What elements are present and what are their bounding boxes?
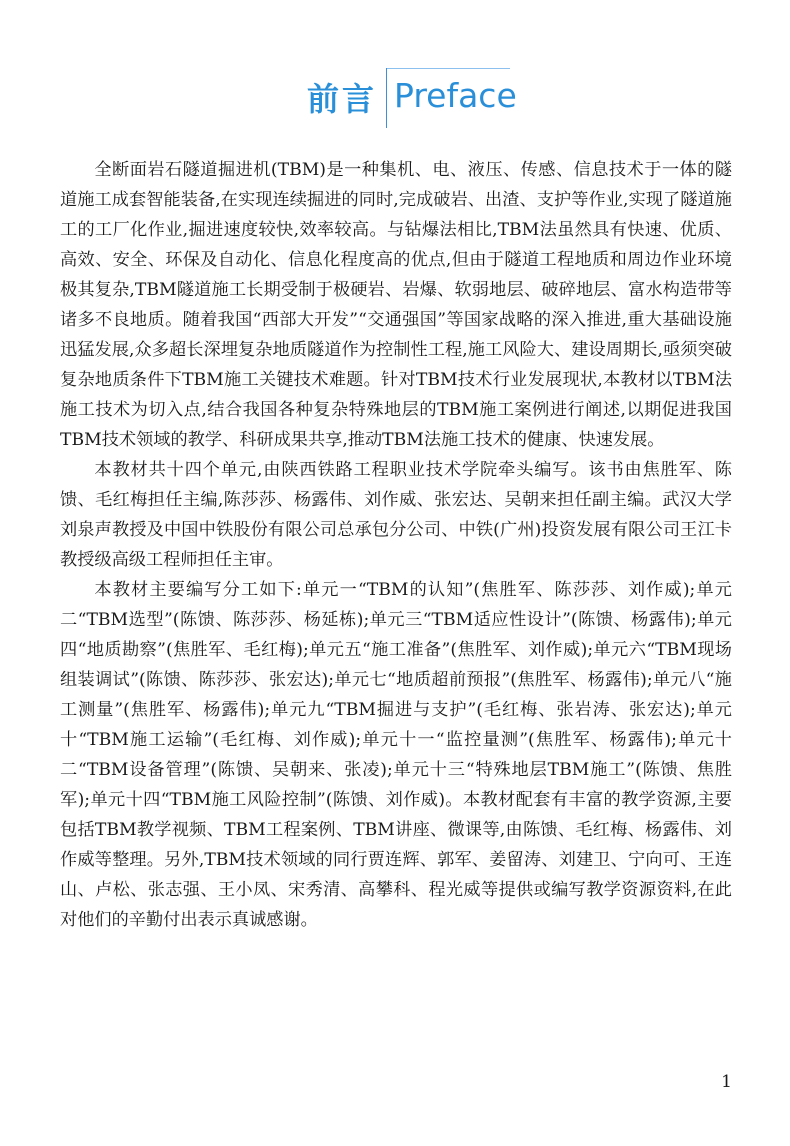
heading-divider-top — [386, 68, 510, 69]
page-number: 1 — [721, 1072, 732, 1092]
heading-title-en: Preface — [394, 76, 517, 115]
paragraph-intro: 全断面岩石隧道掘进机(TBM)是一种集机、电、液压、传感、信息技术于一体的隧道施工成套智能装备,在实现连续掘进的同时,完成破岩、出渣、支护等作业,实现了隧道施工的工厂化作业,掘进速度较快,效率较高。与钻爆法相比,TBM法虽然具有快速、优质、高效、安全、环保及自动化、信息化程度高的优点,但由于隧道工程地质和周边作业环境极其复杂,TBM隧道施工长期受制于极硬岩、岩爆、软弱地层、破碎地层、富水构造带等诸多不良地质。随着我国“西部大开发”“交通强国”等国家战略的深入推进,重大基础设施迅猛发展,众多超长深埋复杂地质隧道作为控制性工程,施工风险大、建设周期长,亟须突破复杂地质条件下TBM施工关键技术难题。针对TBM技术行业发展现状,本教材以TBM法施工技术为切入点,结合我国各种复杂特殊地层的TBM施工案例进行阐述,以期促进我国TBM技术领域的教学、科研成果共享,推动TBM法施工技术的健康、快速发展。 — [60, 160, 732, 450]
heading-divider — [386, 68, 387, 128]
paragraph-division: 本教材主要编写分工如下:单元一“TBM的认知”(焦胜军、陈莎莎、刘作威);单元二“TBM选型”(陈馈、陈莎莎、杨延栋);单元三“TBM适应性设计”(陈馈、杨露伟);单元四“地质勘察”(焦胜军、毛红梅);单元五“施工准备”(焦胜军、刘作威);单元六“TBM现场组装调试”(陈馈、陈莎莎、张宏达);单元七“地质超前预报”(焦胜军、杨露伟);单元八“施工测量”(焦胜军、杨露伟);单元九“TBM掘进与支护”(毛红梅、张岩涛、张宏达);单元十“TBM施工运输”(毛红梅、刘作威);单元十一“监控量测”(焦胜军、杨露伟);单元十二“TBM设备管理”(陈馈、吴朝来、张凌);单元十三“特殊地层TBM施工”(陈馈、焦胜军);单元十四“TBM施工风险控制”(陈馈、刘作威)。本教材配套有丰富的教学资源,主要包括TBM教学视频、TBM工程案例、TBM讲座、微课等,由陈馈、毛红梅、杨露伟、刘作威等整理。另外,TBM技术领域的同行贾连辉、郭军、姜留涛、刘建卫、宁向可、王连山、卢松、张志强、王小凤、宋秀清、高攀科、程光威等提供或编写教学资源资料,在此对他们的辛勤付出表示真诚感谢。 — [60, 580, 732, 930]
heading-title-cn: 前言 — [306, 80, 377, 118]
page-heading — [0, 68, 790, 132]
paragraph-authors: 本教材共十四个单元,由陕西铁路工程职业技术学院牵头编写。该书由焦胜军、陈馈、毛红梅担任主编,陈莎莎、杨露伟、刘作威、张宏达、吴朝来担任副主编。武汉大学刘泉声教授及中国中铁股份有限公司总承包分公司、中铁(广州)投资发展有限公司王江卡教授级高级工程师担任主审。 — [60, 460, 732, 570]
body-text — [60, 155, 732, 935]
